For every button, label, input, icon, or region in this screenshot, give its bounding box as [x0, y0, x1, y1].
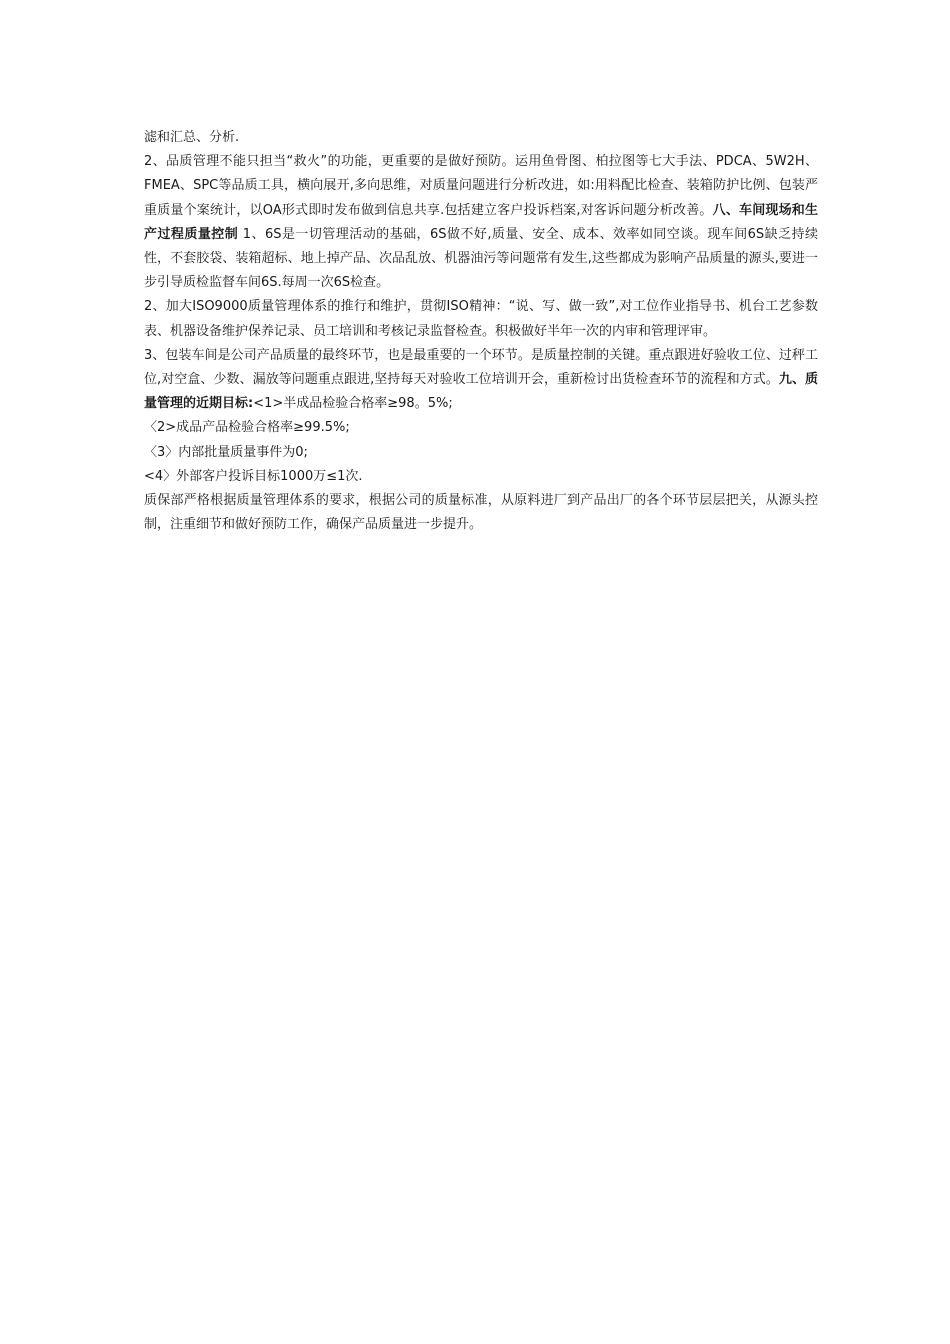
paragraph-1 [144, 126, 818, 150]
paragraph-5 [144, 416, 818, 440]
text-run: 〈2>成品产品检验合格率≥99.5%; [144, 420, 350, 436]
paragraph-7 [144, 465, 818, 489]
section-heading-8: 八、车间现场和生产过程质量控制 [144, 202, 818, 242]
paragraph-8 [144, 489, 818, 537]
text-run: 2、品质管理不能只担当“救火”的功能，更重要的是做好预防。运用鱼骨图、柏拉图等七大手法、PDCA、5W2H、FMEA、SPC等品质工具，横向展开,多向思维，对质量问题进行分析改进，如:用料配比检查、装箱防护比例、包装严重质量个案统计，以OA形式即时发布做到信息共享.包括建立客户投诉档案,对客诉问题分析改善。 [144, 154, 818, 218]
text-run: 3、包装车间是公司产品质量的最终环节，也是最重要的一个环节。是质量控制的关键。重点跟进好验收工位、过秤工位,对空盒、少数、漏放等问题重点跟进,坚持每天对验收工位培训开会，重新检讨出货检查环节的流程和方式。 [144, 347, 818, 388]
text-run: 〈3〉内部批量质量事件为0; [144, 444, 308, 460]
section-heading-9: 九、质量管理的近期目标: [144, 372, 818, 412]
text-run: 质保部严格根据质量管理体系的要求，根据公司的质量标准，从原料进厂到产品出厂的各个环节层层把关，从源头控制，注重细节和做好预防工作，确保产品质量进一步提升。 [144, 493, 818, 533]
paragraph-3 [144, 295, 818, 343]
paragraph-2 [144, 150, 818, 295]
text-run: 1、6S是一切管理活动的基础，6S做不好,质量、安全、成本、效率如同空谈。现车间6S缺乏持续性，不套胶袋、装箱超标、地上掉产品、次品乱放、机器油污等问题常有发生,这些都成为影响产品质量的源头,要进一步引导质检监督车间6S.每周一次6S检查。 [144, 226, 818, 291]
text-run: <1>半成品检验合格率≥98。5%; [253, 396, 453, 412]
text-run: <4〉外部客户投诉目标1000万≤1次. [144, 468, 363, 484]
paragraph-6 [144, 441, 818, 465]
paragraph-4 [144, 344, 818, 417]
text-run: 2、加大ISO9000质量管理体系的推行和维护，贯彻ISO精神：“说、写、做一致”,对工位作业指导书、机台工艺参数表、机器设备维护保养记录、员工培训和考核记录监督检查。积极做好半年一次的内审和管理评审。 [144, 299, 818, 339]
text-run: 滤和汇总、分析. [144, 130, 240, 145]
document-body [144, 126, 818, 537]
